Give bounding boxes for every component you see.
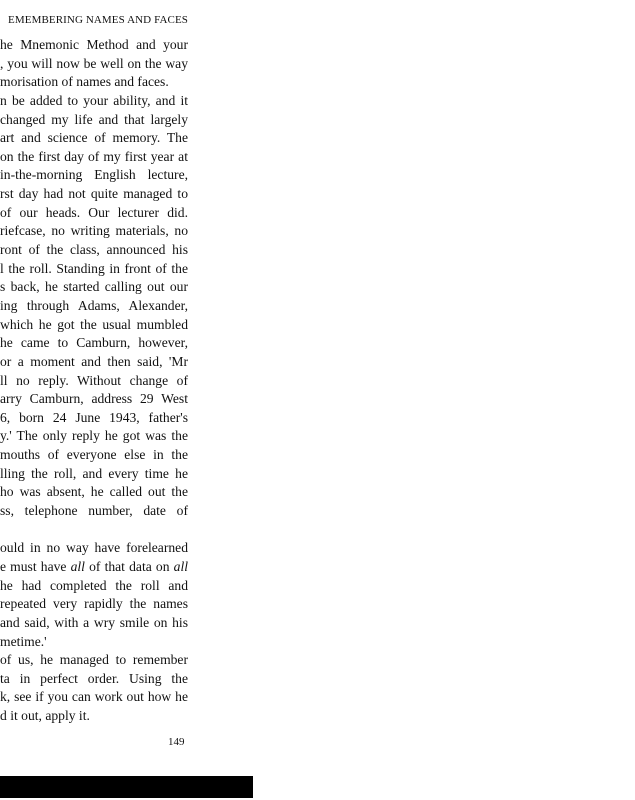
text-line: ould in no way have forelearned [0,540,188,556]
text-line: ho was absent, he called out the [0,484,188,500]
page-number: 149 [168,736,185,748]
text-line: repeated very rapidly the names [0,596,188,612]
text-line: lling the roll, and every time he [0,465,188,481]
text-line: 6, born 24 June 1943, father's [0,409,188,425]
text-line: mouths of everyone else in the [0,447,188,463]
text-line: ss, telephone number, date of [0,503,188,519]
text-line: which he got the usual mumbled [0,316,188,332]
text-line: changed my life and that largely [0,111,188,127]
text-line: l the roll. Standing in front of the [0,260,188,276]
text-line-blank [0,521,188,540]
text-line: n be added to your ability, and it [0,92,188,108]
text-line: metime.' [0,633,47,649]
scan-edge-bar [0,776,253,798]
text-line: art and science of memory. The [0,130,188,146]
text-line: of our heads. Our lecturer did. [0,204,188,220]
text-line: , you will now be well on the way [0,55,188,71]
text-line: he had completed the roll and [0,577,188,593]
text-line: s back, he started calling out our [0,279,188,295]
text-line: ing through Adams, Alexander, [0,297,188,313]
text-line: ront of the class, announced his [0,242,188,258]
text-line: y.' The only reply he got was the [0,428,188,444]
text-line: and said, with a wry smile on his [0,614,188,630]
text-line: he Mnemonic Method and your [0,37,188,52]
text-line: k, see if you can work out how he [0,689,188,705]
text-line: ll no reply. Without change of [0,372,188,388]
text-line: rst day had not quite managed to [0,186,188,202]
text-line: or a moment and then said, 'Mr [0,353,188,369]
text-line: riefcase, no writing materials, no [0,223,188,239]
text-line: arry Camburn, address 29 West [0,391,188,407]
running-head: EMEMBERING NAMES AND FACES [8,14,188,26]
text-line: of us, he managed to remember [0,652,188,668]
text-line: in-the-morning English lecture, [0,167,188,183]
text-line: e must have all of that data on all [0,558,189,574]
body-text [0,36,188,726]
text-line: morisation of names and faces. [0,74,169,90]
text-line: ta in perfect order. Using the [0,670,188,686]
text-line: on the first day of my first year at [0,148,188,164]
text-line: d it out, apply it. [0,708,90,724]
text-line: he came to Camburn, however, [0,335,188,351]
